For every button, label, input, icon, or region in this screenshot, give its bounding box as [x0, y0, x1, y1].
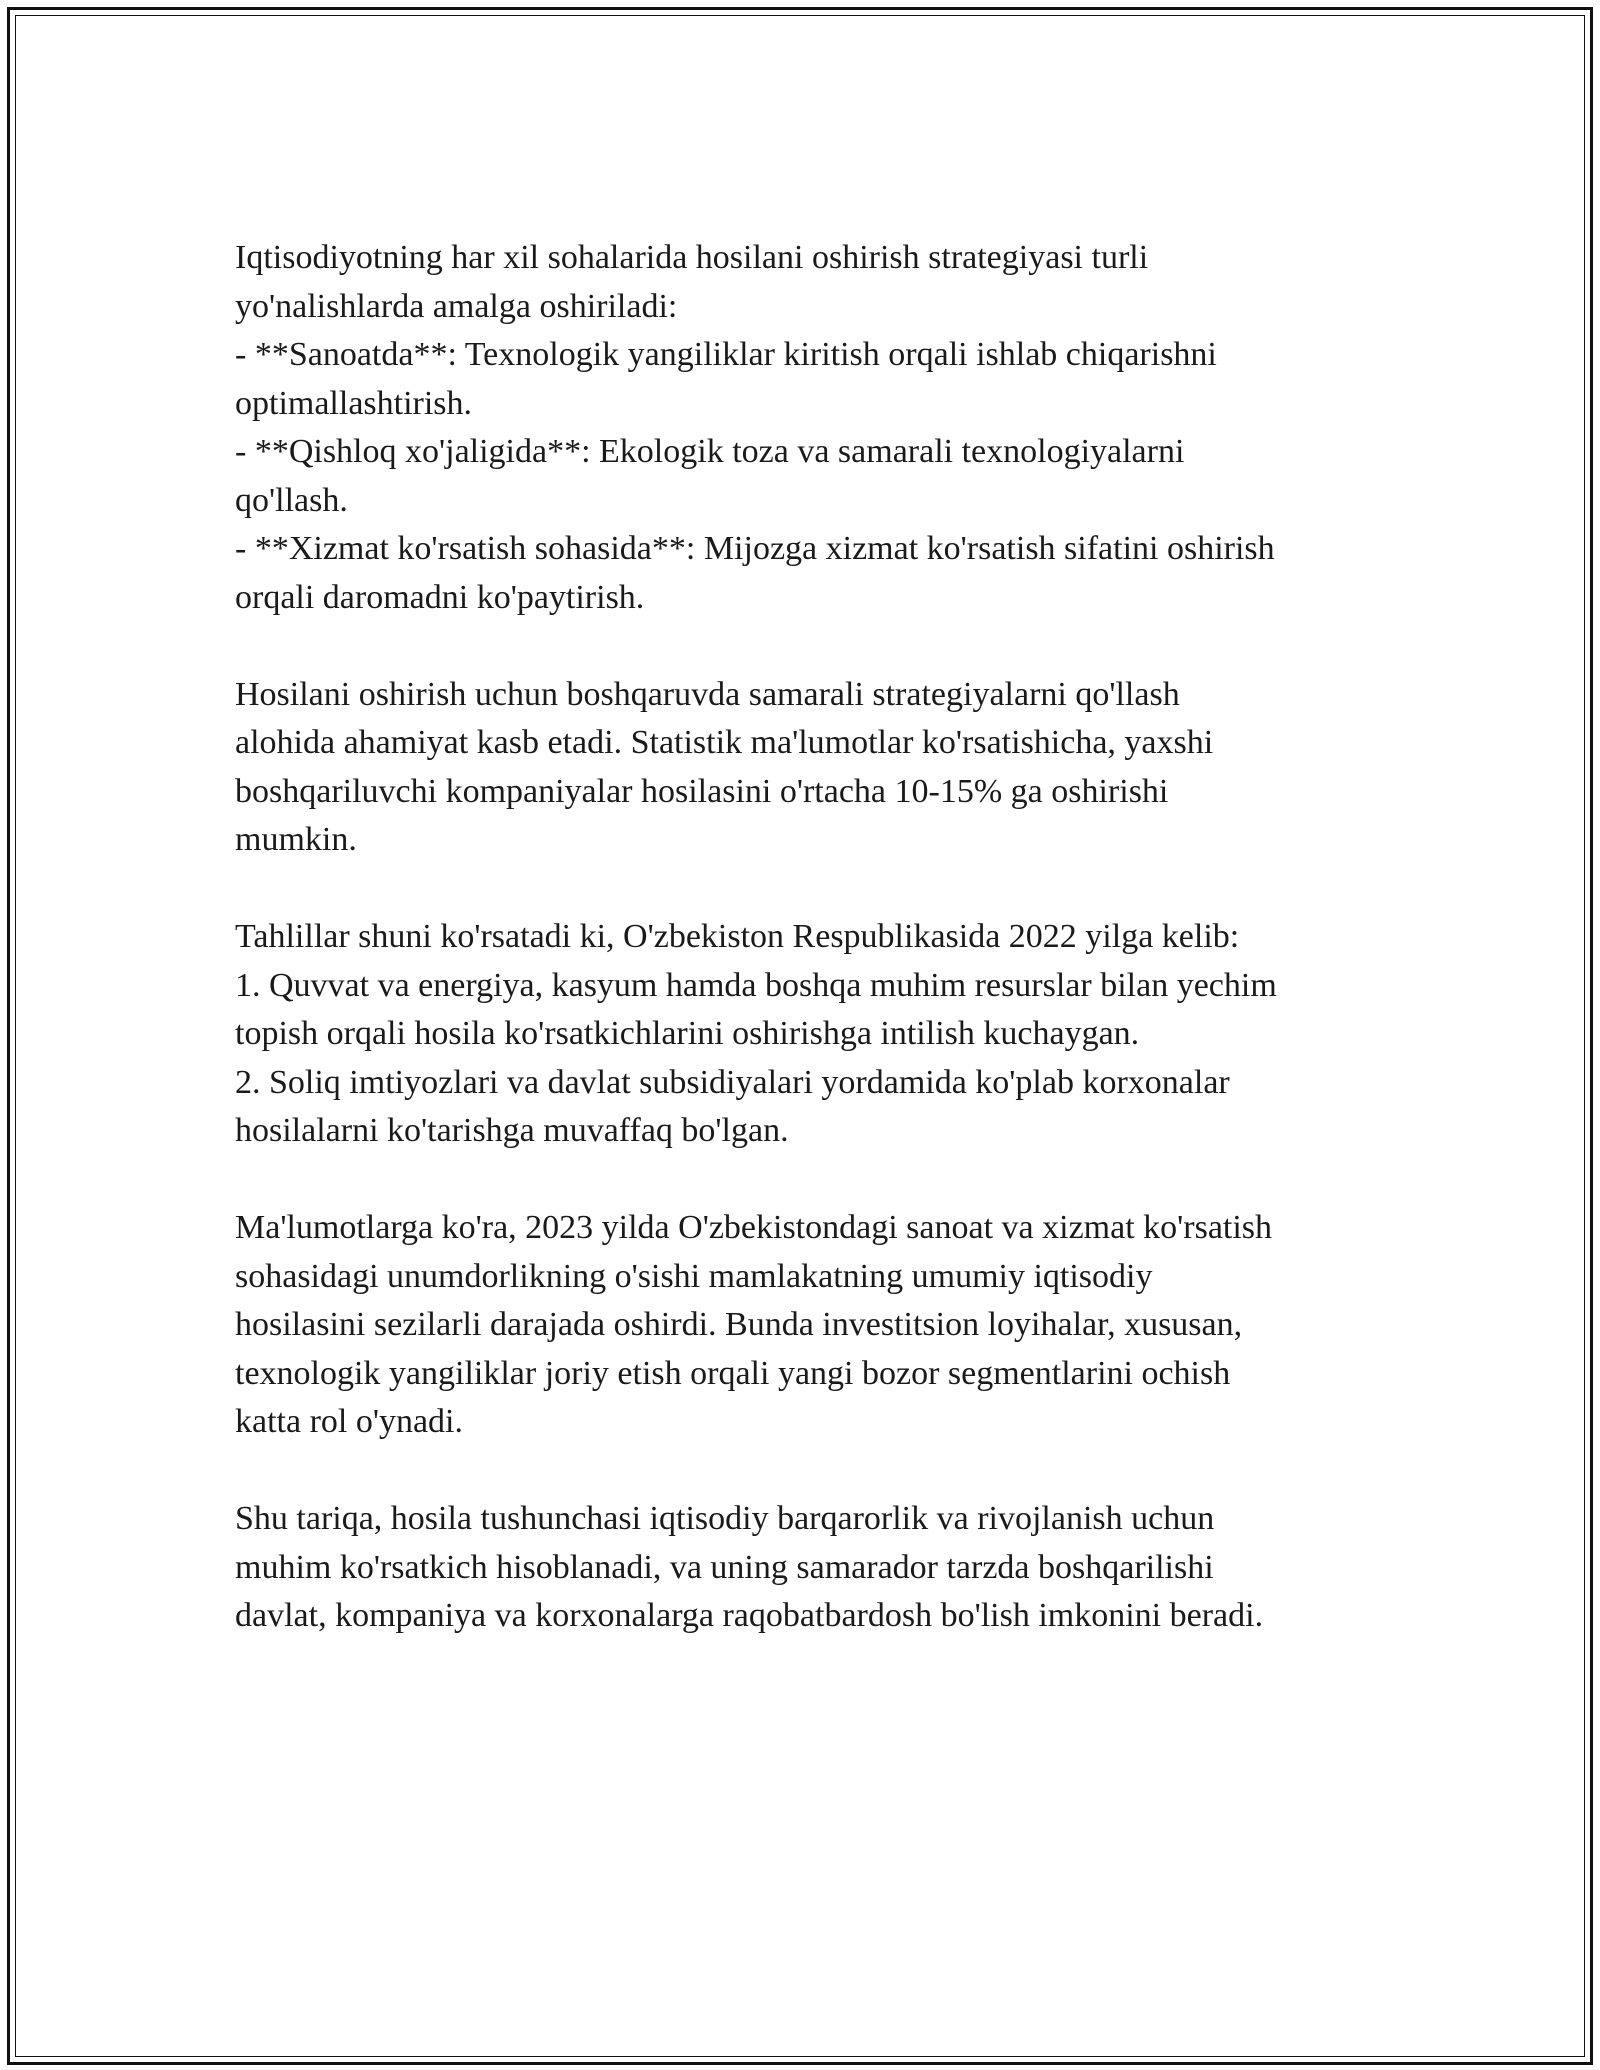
text-line: Hosilani oshirish uchun boshqaruvda samarali strategiyalarni qo'llash	[235, 675, 1180, 713]
text-line: boshqariluvchi kompaniyalar hosilasini o'rtacha 10-15% ga oshirishi	[235, 772, 1169, 810]
list-item: - **Sanoatda**: Texnologik yangiliklar kiritish orqali ishlab chiqarishni	[235, 336, 1217, 373]
text-line: topish orqali hosila ko'rsatkichlarini oshirishga intilish kuchaygan.	[235, 1015, 1140, 1052]
text-line: alohida ahamiyat kasb etadi. Statistik ma'lumotlar ko'rsatishicha, yaxshi	[235, 724, 1214, 761]
text-line: mumkin.	[235, 821, 357, 858]
paragraph-analysis-2022	[235, 913, 1370, 1156]
text-line: yo'nalishlarda amalga oshiriladi:	[235, 287, 678, 325]
text-line: Iqtisodiyotning har xil sohalarida hosilani oshirish strategiyasi turli	[235, 239, 1149, 276]
document-body	[235, 234, 1370, 1641]
text-line: texnologik yangiliklar joriy etish orqali yangi bozor segmentlarini ochish	[235, 1354, 1231, 1392]
text-line: hosilalarni ko'tarishga muvaffaq bo'lgan.	[235, 1112, 789, 1149]
text-line: muhim ko'rsatkich hisoblanadi, va uning samarador tarzda boshqarilishi	[235, 1548, 1214, 1586]
text-line: Tahlillar shuni ko'rsatadi ki, O'zbekiston Respublikasida 2022 yilga kelib:	[235, 918, 1240, 955]
list-item: - **Xizmat ko'rsatish sohasida**: Mijozga xizmat ko'rsatish sifatini oshirish	[235, 530, 1275, 567]
text-line: qo'llash.	[235, 481, 348, 519]
list-item: 2. Soliq imtiyozlari va davlat subsidiyalari yordamida ko'plab korxonalar	[235, 1063, 1230, 1101]
text-line: orqali daromadni ko'paytirish.	[235, 578, 645, 616]
text-line: davlat, kompaniya va korxonalarga raqobatbardosh bo'lish imkonini beradi.	[235, 1597, 1264, 1634]
text-line: hosilasini sezilarli darajada oshirdi. Bunda investitsion loyihalar, xususan,	[235, 1306, 1243, 1343]
text-line: katta rol o'ynadi.	[235, 1403, 464, 1440]
text-line: Ma'lumotlarga ko'ra, 2023 yilda O'zbekistondagi sanoat va xizmat ko'rsatish	[235, 1209, 1273, 1246]
list-item: 1. Quvvat va energiya, kasyum hamda boshqa muhim resurslar bilan yechim	[235, 966, 1277, 1004]
text-line: optimallashtirish.	[235, 384, 473, 422]
paragraph-management-strategies	[235, 671, 1370, 865]
text-line: Shu tariqa, hosila tushunchasi iqtisodiy barqarorlik va rivojlanish uchun	[235, 1500, 1215, 1537]
text-line: sohasidagi unumdorlikning o'sishi mamlakatning umumiy iqtisodiy	[235, 1257, 1153, 1295]
paragraph-conclusion	[235, 1495, 1370, 1641]
paragraph-data-2023	[235, 1204, 1370, 1447]
list-item: - **Qishloq xo'jaligida**: Ekologik toza va samarali texnologiyalarni	[235, 433, 1185, 470]
paragraph-sector-strategies	[235, 234, 1370, 622]
